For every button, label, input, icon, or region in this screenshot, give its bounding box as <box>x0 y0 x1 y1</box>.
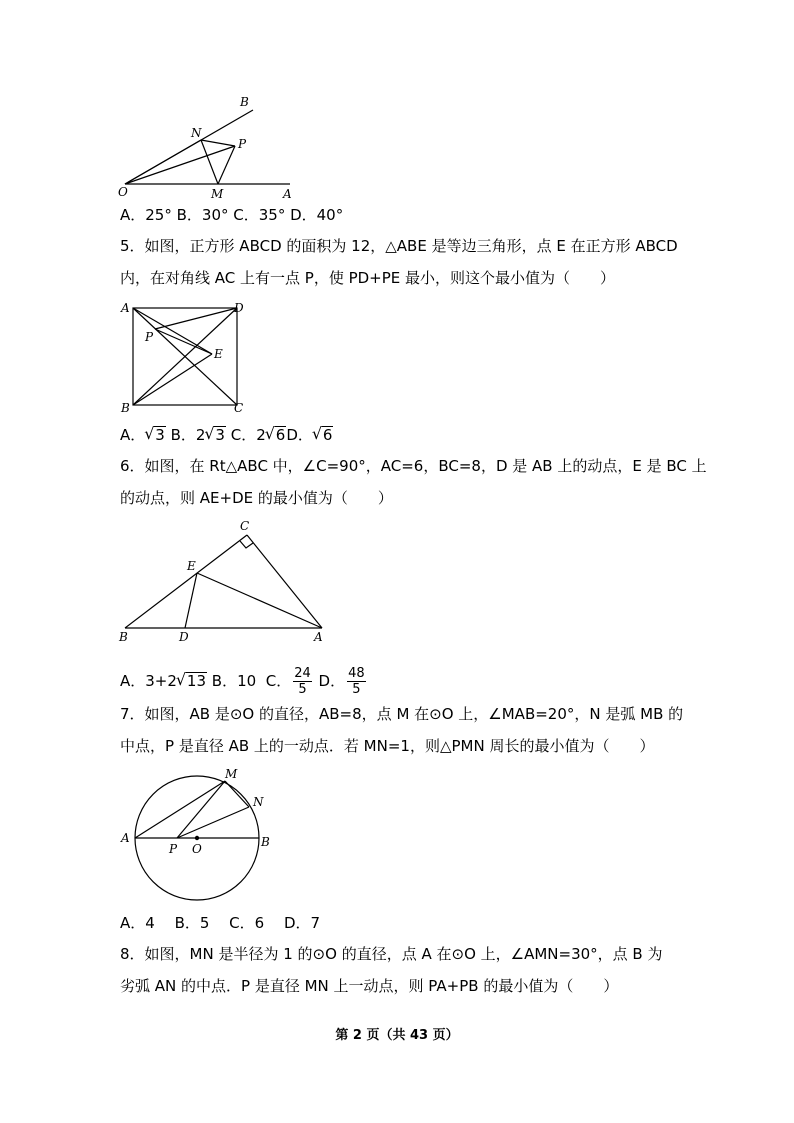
q6-label-d: D <box>179 630 189 644</box>
q5-options: A．√ 3 B．2√ 3 C．2√ 6D．√ 6 <box>120 425 333 445</box>
q5-text-line2: 内，在对角线 AC 上有一点 P，使 PD+PE 最小，则这个最小值为（ ） <box>120 269 616 287</box>
q8-text-line2: 劣弧 AN 的中点．P 是直径 MN 上一动点，则 PA+PB 的最小值为（ ） <box>120 977 619 995</box>
page-footer: 第 2 页（共 43 页） <box>335 1028 459 1043</box>
q6-text-line2: 的动点，则 AE+DE 的最小值为（ ） <box>120 489 393 507</box>
q7-label-b: B <box>261 835 270 849</box>
q6-label-b: B <box>119 630 128 644</box>
q6-text-line1: 6．如图，在 Rt△ABC 中，∠C=90°，AC=6，BC=8，D 是 AB 上的动点，E 是 BC 上 <box>120 457 707 475</box>
q5-label-e: E <box>214 347 223 361</box>
q7-label-n: N <box>253 795 264 809</box>
q5-label-p: P <box>145 330 154 344</box>
q7-text-line1: 7．如图，AB 是⊙O 的直径，AB=8，点 M 在⊙O 上，∠MAB=20°，N 是弧 MB 的 <box>120 705 684 723</box>
q5-label-a: A <box>121 301 130 315</box>
q7-options: A．4 B．5 C．6 D．7 <box>120 914 321 932</box>
q7-figure <box>115 762 280 902</box>
q5-label-c: C <box>234 401 244 415</box>
q4-label-o: O <box>118 185 128 199</box>
q7-label-o: O <box>192 842 202 856</box>
q7-text-line2: 中点，P 是直径 AB 上的一动点．若 MN=1，则△PMN 周长的最小值为（ ） <box>120 737 655 755</box>
q7-label-p: P <box>169 842 178 856</box>
q4-label-n: N <box>191 126 202 140</box>
q8-text-line1: 8．如图，MN 是半径为 1 的⊙O 的直径，点 A 在⊙O 上，∠AMN=30°，点 B 为 <box>120 945 663 963</box>
q5-label-d: D <box>234 301 244 315</box>
q4-label-b: B <box>240 95 249 109</box>
q6-label-c: C <box>240 519 250 533</box>
q6-label-e: E <box>187 559 196 573</box>
q6-options: A．3+2√ 13 B．10 C． $\frac{24}{5}$ D． $\frac{48}{5}$ <box>120 666 368 697</box>
q5-figure <box>115 296 255 418</box>
q7-label-a: A <box>121 831 130 845</box>
q5-label-b: B <box>121 401 130 415</box>
q5-text-line1: 5．如图，正方形 ABCD 的面积为 12，△ABE 是等边三角形，点 E 在正方形 ABCD <box>120 237 678 255</box>
q6-figure <box>115 515 335 647</box>
q4-label-a: A <box>283 187 292 201</box>
q4-options: A．25° B．30° C．35° D．40° <box>120 206 344 224</box>
q7-label-m: M <box>225 767 238 781</box>
q4-label-m: M <box>211 187 224 201</box>
q4-figure <box>115 92 300 202</box>
q6-label-a: A <box>314 630 323 644</box>
q4-label-p: P <box>238 137 247 151</box>
